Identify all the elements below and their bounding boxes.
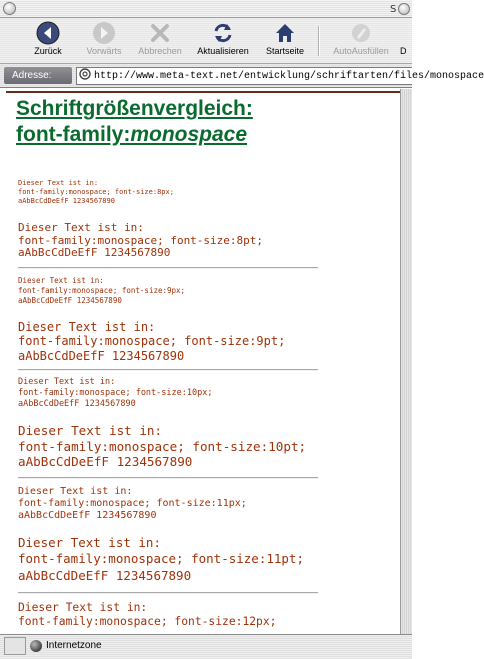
sample-line3: aAbBcCdDeEfF 1234567890 <box>18 246 171 259</box>
window-close-button[interactable] <box>3 2 16 15</box>
page-content <box>0 89 400 634</box>
sample-line3: aAbBcCdDeEfF 1234567890 <box>18 295 122 305</box>
sample-line1: Dieser Text ist in: <box>18 534 161 550</box>
sample-line2: font-family:monospace; font-size:10px; <box>18 388 213 398</box>
status-toggle-button[interactable] <box>4 637 26 655</box>
sample-line1: Dieser Text ist in: <box>18 275 104 285</box>
extra-button[interactable] <box>400 20 414 62</box>
address-label: Adresse: <box>4 67 72 84</box>
sample-line3: aAbBcCdDeEfF 1234567890 <box>18 399 136 409</box>
window-zoom-button[interactable] <box>398 3 410 15</box>
address-url: http://www.meta-text.net/entwicklung/schriftarten/files/monospace <box>94 70 484 82</box>
sample-line1: Dieser Text ist in: <box>18 600 148 614</box>
sample-10pt <box>18 423 398 470</box>
toolbar <box>0 18 412 64</box>
home-icon <box>273 20 297 46</box>
divider <box>18 477 318 479</box>
sample-line3: aAbBcCdDeEfF 1234567890 <box>18 197 115 205</box>
home-button[interactable] <box>258 20 312 62</box>
sample-8px <box>18 179 398 206</box>
stop-x-icon <box>149 20 171 46</box>
toolbar-separator <box>318 26 319 56</box>
sample-line1: Dieser Text ist in: <box>18 423 163 438</box>
divider <box>18 267 318 269</box>
divider <box>18 592 318 594</box>
page-title <box>16 96 396 148</box>
sample-line2: font-family:monospace; font-size:8px; <box>18 188 174 196</box>
forward-arrow-icon <box>92 20 116 46</box>
address-bar <box>0 64 484 88</box>
page-title-prefix: font-family: <box>16 123 131 146</box>
home-label: Startseite <box>265 46 305 56</box>
sample-line3: aAbBcCdDeEfF 1234567890 <box>18 568 192 584</box>
stop-button[interactable] <box>134 20 186 62</box>
sample-line2: font-family:monospace; font-size:11px; <box>18 497 247 509</box>
status-bar <box>0 634 412 659</box>
autofill-label: AutoAusfüllen <box>333 46 389 56</box>
sample-9px <box>18 276 398 306</box>
sample-9pt <box>18 320 398 364</box>
stop-label: Abbrechen <box>138 46 182 56</box>
sample-11px <box>18 486 398 522</box>
sample-8pt <box>18 222 398 260</box>
sample-10px <box>18 377 398 410</box>
autofill-button[interactable] <box>328 20 394 62</box>
vertical-scrollbar[interactable] <box>400 89 412 634</box>
autofill-pen-icon <box>350 20 372 46</box>
page-title-italic: monospace <box>130 123 248 146</box>
forward-button[interactable] <box>80 20 128 62</box>
refresh-label: Aktualisieren <box>197 46 249 56</box>
refresh-icon <box>211 20 235 46</box>
forward-label: Vorwärts <box>86 46 122 56</box>
sample-line1: Dieser Text ist in: <box>18 377 116 387</box>
page-title-line1: Schriftgrößenvergleich: <box>16 97 253 120</box>
sample-line3: aAbBcCdDeEfF 1234567890 <box>18 454 193 469</box>
sample-line2: font-family:monospace; font-size:10pt; <box>18 438 307 454</box>
refresh-button[interactable] <box>190 20 256 62</box>
title-bar-controls <box>390 0 412 18</box>
at-sign-icon <box>79 67 91 85</box>
globe-icon <box>30 640 42 652</box>
sample-line1: Dieser Text ist in: <box>18 179 99 187</box>
back-label: Zurück <box>34 46 62 56</box>
page-title-line2 <box>16 123 247 146</box>
sample-list <box>18 179 398 629</box>
sample-11pt <box>18 535 398 585</box>
divider <box>18 369 318 371</box>
back-arrow-icon <box>36 20 60 46</box>
back-button[interactable] <box>28 20 68 62</box>
status-zone: Internetzone <box>46 640 102 651</box>
sample-12px <box>18 601 398 629</box>
sample-line1: Dieser Text ist in: <box>18 319 156 334</box>
sample-line2: font-family:monospace; font-size:12px; <box>18 614 277 628</box>
window-title: S <box>390 3 397 15</box>
sample-line3: aAbBcCdDeEfF 1234567890 <box>18 509 157 521</box>
sample-line2: font-family:monospace; font-size:9px; <box>18 285 186 295</box>
top-rule <box>6 91 400 93</box>
address-input[interactable] <box>76 67 484 85</box>
title-bar <box>0 0 412 18</box>
sample-line2: font-family:monospace; font-size:11pt; <box>18 551 304 567</box>
sample-line1: Dieser Text ist in: <box>18 221 144 234</box>
sample-line2: font-family:monospace; font-size:9pt; <box>18 334 286 348</box>
extra-label: D <box>400 46 407 56</box>
sample-line3: aAbBcCdDeEfF 1234567890 <box>18 348 185 363</box>
sample-line2: font-family:monospace; font-size:8pt; <box>18 233 264 247</box>
sample-line1: Dieser Text ist in: <box>18 485 133 497</box>
